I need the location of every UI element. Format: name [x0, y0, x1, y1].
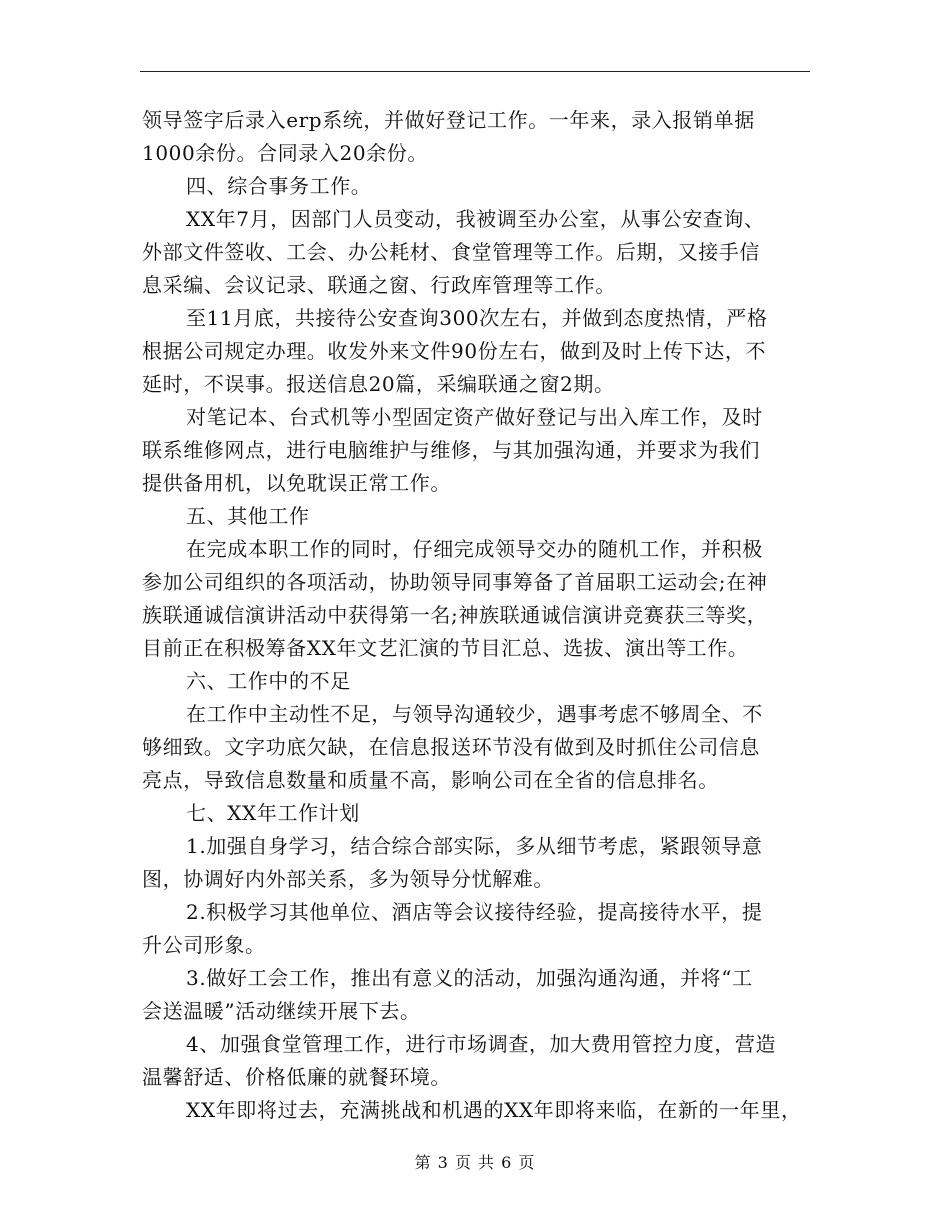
text-line: 对笔记本、台式机等小型固定资产做好登记与出入库工作，及时 [186, 405, 763, 429]
text-line: 1.加强自身学习，结合综合部实际，多从细节考虑，紧跟领导意 [186, 834, 763, 858]
text-line: 升公司形象。 [142, 933, 266, 957]
text-line: 领导签字后录入erp系统，并做好登记工作。一年来，录入报销单据 [142, 108, 755, 132]
text-line: 七、XX年工作计划 [186, 801, 360, 825]
text-line: 图，协调好内外部关系，多为领导分忧解难。 [142, 867, 554, 891]
text-line: 在完成本职工作的同时，仔细完成领导交办的随机工作，并积极 [186, 537, 763, 561]
text-line: 息采编、会议记录、联通之窗、行政库管理等工作。 [142, 273, 616, 297]
text-line: 亮点，导致信息数量和质量不高，影响公司在全省的信息排名。 [142, 768, 719, 792]
text-line: 会送温暖”活动继续开展下去。 [142, 999, 421, 1023]
text-line: 在工作中主动性不足，与领导沟通较少，遇事考虑不够周全、不 [186, 702, 763, 726]
text-line: 族联通诚信演讲活动中获得第一名;神族联通诚信演讲竞赛获三等奖， [142, 603, 768, 627]
text-line: 够细致。文字功底欠缺，在信息报送环节没有做到及时抓住公司信息 [142, 735, 760, 759]
document-body [142, 104, 808, 1127]
text-line: 外部文件签收、工会、办公耗材、食堂管理等工作。后期，又接手信 [142, 240, 760, 264]
text-line: 六、工作中的不足 [186, 669, 351, 693]
text-line: 目前正在积极筹备XX年文艺汇演的节目汇总、选拔、演出等工作。 [142, 636, 749, 660]
text-line: XX年即将过去，充满挑战和机遇的XX年即将来临，在新的一年里， [186, 1098, 802, 1122]
text-line: 4、加强食堂管理工作，进行市场调查，加大费用管控力度，营造 [186, 1032, 777, 1056]
text-line: 温馨舒适、价格低廉的就餐环境。 [142, 1065, 451, 1089]
text-line: 四、综合事务工作。 [186, 174, 372, 198]
text-line: 提供备用机，以免耽误正常工作。 [142, 471, 451, 495]
text-line: 延时，不误事。报送信息20篇，采编联通之窗2期。 [142, 372, 615, 396]
text-line: 3.做好工会工作，推出有意义的活动，加强沟通沟通，并将“工 [186, 966, 753, 990]
text-line: 2.积极学习其他单位、酒店等会议接待经验，提高接待水平，提 [186, 900, 763, 924]
text-line: 1000余份。合同录入20余份。 [142, 141, 428, 165]
page-footer: 第 3 页 共 6 页 [414, 1153, 536, 1172]
text-line: 五、其他工作 [186, 504, 310, 528]
text-line: 参加公司组织的各项活动，协助领导同事筹备了首届职工运动会;在神 [142, 570, 768, 594]
text-line: 至11月底，共接待公安查询300次左右，并做到态度热情，严格 [186, 306, 768, 330]
text-line: 根据公司规定办理。收发外来文件90份左右，做到及时上传下达，不 [142, 339, 767, 363]
header-rule [140, 71, 810, 72]
text-line: XX年7月，因部门人员变动，我被调至办公室，从事公安查询、 [186, 207, 765, 231]
text-line: 联系维修网点，进行电脑维护与维修，与其加强沟通，并要求为我们 [142, 438, 760, 462]
